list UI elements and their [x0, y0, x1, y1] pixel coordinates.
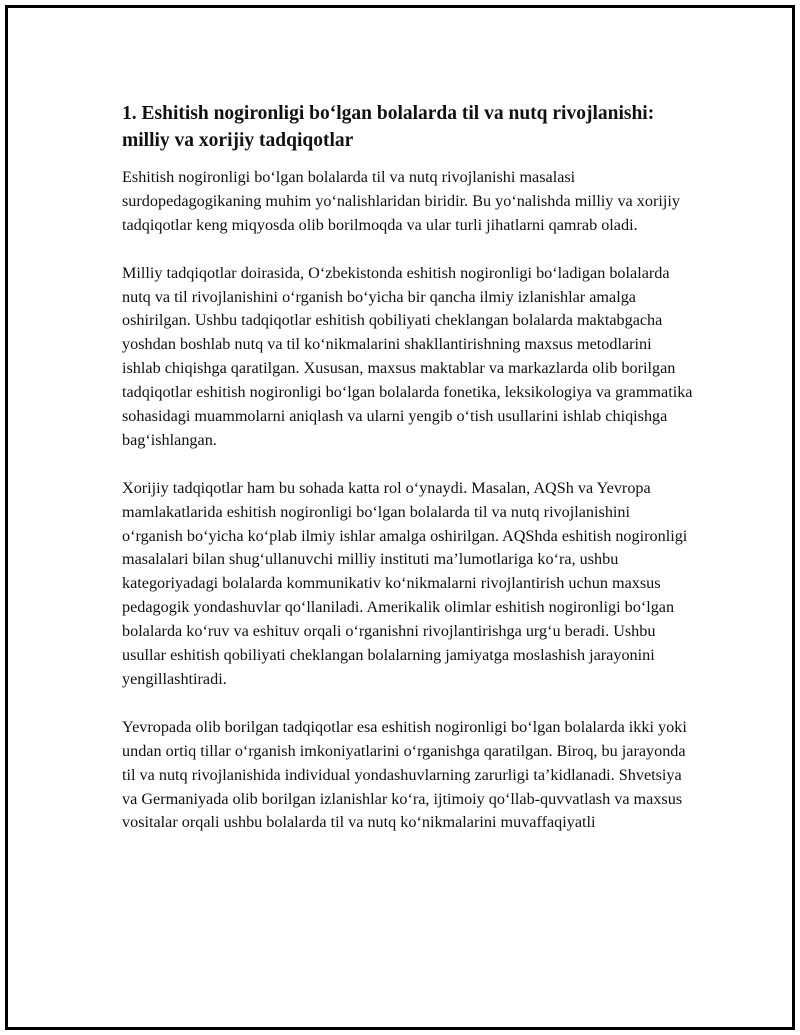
paragraph-foreign-research: Xorijiy tadqiqotlar ham bu sohada katta rol o‘ynaydi. Masalan, AQSh va Yevropa mamlakatlarida eshitish nogironligi bo‘lgan bolalarda til va nutq rivojlanishini o‘rganish bo‘yicha ko‘plab ilmiy ishlar amalga oshirilgan. AQShda eshitish nogironligi masalalari bilan shug‘ullanuvchi milliy instituti ma’lumotlariga ko‘ra, ushbu kategoriyadagi bolalarda kommunikativ ko‘nikmalarni rivojlantirish uchun maxsus pedagogik yondashuvlar qo‘llaniladi. Amerikalik olimlar eshitish nogironligi bo‘lgan bolalarda ko‘ruv va eshituv orqali o‘rganishni rivojlantirishga urg‘u beradi. Ushbu usullar eshitish qobiliyati cheklangan bolalarning jamiyatga moslashish jarayonini yengillashtiradi.	[122, 478, 688, 688]
page-frame	[5, 5, 795, 1030]
paragraph-european-research: Yevropada olib borilgan tadqiqotlar esa eshitish nogironligi bo‘lgan bolalarda ikki yoki undan ortiq tillar o‘rganish imkoniyatlarini o‘rganishga qaratilgan. Biroq, bu jarayonda til va nutq rivojlanishida individual yondashuvlarning zarurligi ta’kidlanadi. Shvetsiya va Germaniyada olib borilgan izlanishlar ko‘ra, ijtimoiy qo‘llab-quvvatlash va maxsus vositalar orqali ushbu bolalarda til va nutq ko‘nikmalarini muvaffaqiyatli	[122, 717, 687, 832]
document-title: 1. Eshitish nogironligi bo‘lgan bolalarda til va nutq rivojlanishi: milliy va xorijiy tadqiqotlar	[122, 103, 655, 151]
paragraph-intro: Eshitish nogironligi bo‘lgan bolalarda til va nutq rivojlanishi masalasi surdopedagogikaning muhim yo‘nalishlaridan biridir. Bu yo‘nalishda milliy va xorijiy tadqiqotlar keng miqyosda olib borilmoqda va ular turli jihatlarni qamrab oladi.	[122, 168, 680, 234]
document-body	[122, 100, 694, 859]
paragraph-national-research: Milliy tadqiqotlar doirasida, O‘zbekistonda eshitish nogironligi bo‘ladigan bolalarda nutq va til rivojlanishini o‘rganish bo‘yicha bir qancha ilmiy izlanishlar amalga oshirilgan. Ushbu tadqiqotlar eshitish qobiliyati cheklangan bolalarda maktabgacha yoshdan boshlab nutq va til ko‘nikmalarini shakllantirishning maxsus metodlarini ishlab chiqishga qaratilgan. Xususan, maxsus maktablar va markazlarda olib borilgan tadqiqotlar eshitish nogironligi bo‘lgan bolalarda fonetika, leksikologiya va grammatika sohasidagi muammolarni aniqlash va ularni yengib o‘tish usullarini ishlab chiqishga bag‘ishlangan.	[122, 263, 693, 449]
